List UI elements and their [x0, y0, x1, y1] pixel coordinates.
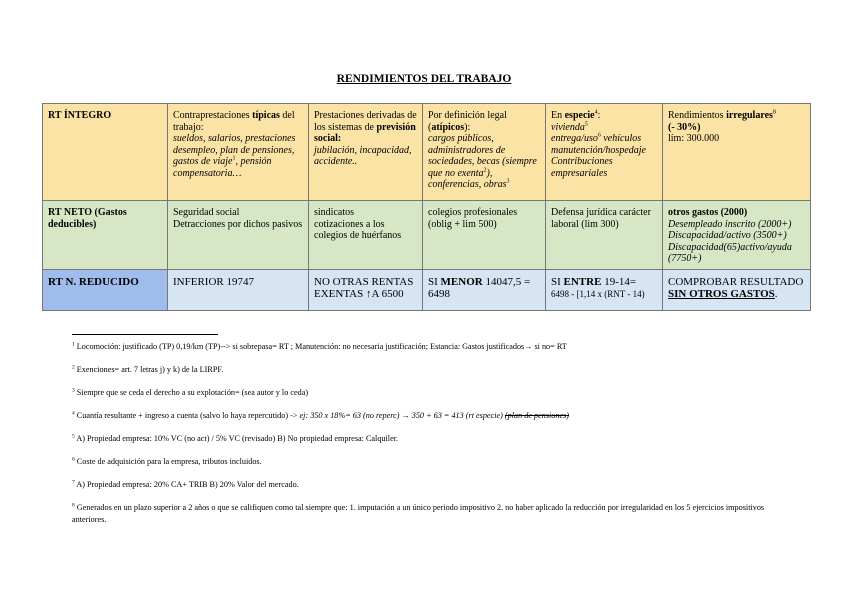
footnote-3: $^3$ Siempre que se ceda el derecho a su explotación= (sea autor y lo ceda) [72, 387, 309, 397]
cell-reducido-menor: SI MENOR 14047,5 = 6498 [423, 269, 546, 310]
cell-integro-atipicos: Por definición legal (atípicos): cargos públicos, administradores de sociedades, becas (siempre que no exenta$^2$), conferencias, obras$^3$ [423, 104, 546, 201]
footnote-1: $^1$ Locomoción: justificado (TP) 0,19/km (TP)--> si sobrepasa= RT ; Manutención: no necesaria justificación; Estancia: Gastos justificados→ si no= RT [72, 341, 567, 351]
row-head-neto: RT NETO (Gastos deducibles) [43, 201, 168, 270]
cell-neto-defensa: Defensa jurídica carácter laboral (lim 300) [546, 201, 663, 270]
footnote-5: $^5$ A) Propiedad empresa: 10% VC (no act) / 5% VC (revisado) B) No propiedad empresa: Calquiler. [72, 433, 399, 443]
cell-integro-irregulares: Rendimientos irregulares$^8$ (- 30%) lím: 300.000 [663, 104, 811, 201]
row-rt-reducido [43, 269, 811, 310]
cell-neto-seguridad-social: Seguridad social Detracciones por dichos pasivos [168, 201, 309, 270]
cell-reducido-inferior: INFERIOR 19747 [168, 269, 309, 310]
cell-integro-prevision: Prestaciones derivadas de los sistemas de previsión social: jubilación, incapacidad, accidente.. [309, 104, 423, 201]
footnote-8: $^8$ Generados en un plazo superior a 2 años o que se califiquen como tal siempre que: 1. imputación a un único periodo impositivo 2. no haber aplicado la reducción por irregularidad en los 5 ejercicios impositivos anteriores. [72, 502, 765, 524]
footnote-2: $^2$ Exenciones= art. 7 letras j) y k) de la LIRPF. [72, 364, 224, 374]
row-head-reducido: RT N. REDUCIDO [43, 269, 168, 310]
rendimientos-table [42, 103, 811, 311]
cell-reducido-entre: SI ENTRE 19-14= 6498 - [1,14 x (RNT - 14) [546, 269, 663, 310]
row-head-integro: RT ÍNTEGRO [43, 104, 168, 201]
cell-integro-tipicas: Contraprestaciones típicas del trabajo: sueldos, salarios, prestaciones desempleo, plan de pensiones, gastos de viaje$^1$, pensión compensatoria… [168, 104, 309, 201]
row-rt-integro [43, 104, 811, 201]
cell-neto-colegios: colegios profesionales (oblig + lim 500) [423, 201, 546, 270]
page-title: RENDIMIENTOS DEL TRABAJO [336, 73, 512, 85]
cell-neto-sindicatos: sindicatos cotizaciones a los colegios de huérfanos [309, 201, 423, 270]
footnote-7: $^7$ A) Propiedad empresa: 20% CA+ TRIB B) 20% Valor del mercado. [72, 479, 299, 489]
footnote-6: $^6$ Coste de adquisición para la empresa, tributos incluidos. [72, 456, 262, 466]
cell-reducido-no-otras: NO OTRAS RENTAS EXENTAS ↑A 6500 [309, 269, 423, 310]
footnote-4: $^4$ Cuantía resultante + ingreso a cuenta (salvo lo haya repercutido) -> ej: 350 x 18%= 63 (no reperc) → 350 + 63 = 413 (rt especie) (plan de pensiones) [72, 410, 570, 420]
cell-integro-especie: En especie$^4$: vivienda$^5$ entrega/uso$^6$ vehículos manutención/hospedaje Contribuciones empresariales [546, 104, 663, 201]
footnote-separator [72, 334, 218, 335]
cell-reducido-comprobar: COMPROBAR RESULTADO SIN OTROS GASTOS. [663, 269, 811, 310]
row-rt-neto [43, 201, 811, 270]
cell-neto-otros-gastos: otros gastos (2000) Desempleado inscrito (2000+) Discapacidad/activo (3500+) Discapacidad(65)activo/ayuda (7750+) [663, 201, 811, 270]
